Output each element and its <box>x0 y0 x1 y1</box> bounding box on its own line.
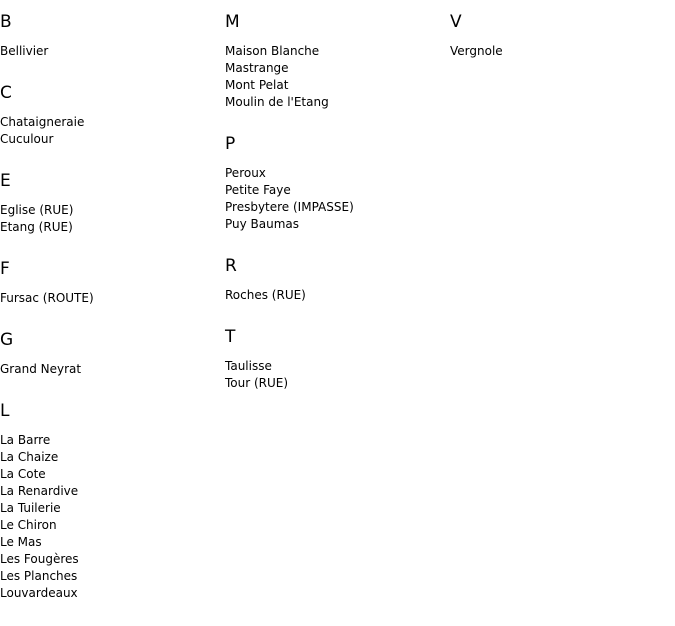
list-item <box>225 94 450 111</box>
letter-group-g <box>0 330 225 378</box>
letter-heading: L <box>0 401 10 421</box>
street-link[interactable]: La Cote <box>0 467 46 481</box>
street-link[interactable]: Les Fougères <box>0 552 79 566</box>
letter-heading: E <box>0 171 11 191</box>
letter-group-m <box>225 12 450 111</box>
list-item <box>0 483 225 500</box>
list-item <box>225 199 450 216</box>
list-item <box>0 114 225 131</box>
letter-heading: C <box>0 83 12 103</box>
letter-heading: R <box>225 256 237 276</box>
street-link[interactable]: Chataigneraie <box>0 115 85 129</box>
street-list <box>0 361 225 378</box>
list-item <box>225 77 450 94</box>
list-item <box>450 43 675 60</box>
street-link[interactable]: Maison Blanche <box>225 44 320 58</box>
street-list <box>0 290 225 307</box>
list-item <box>0 361 225 378</box>
street-link[interactable]: Cuculour <box>0 132 54 146</box>
letter-group-e <box>0 171 225 236</box>
street-link[interactable]: La Renardive <box>0 484 79 498</box>
letter-heading: T <box>225 327 236 347</box>
street-link[interactable]: Etang (RUE) <box>0 220 73 234</box>
street-link[interactable]: Le Mas <box>0 535 42 549</box>
letter-heading: F <box>0 259 10 279</box>
list-item <box>0 466 225 483</box>
list-item <box>225 287 450 304</box>
street-link[interactable]: Mastrange <box>225 61 289 75</box>
list-item <box>225 43 450 60</box>
street-list <box>0 114 225 148</box>
street-list <box>225 358 450 392</box>
list-item <box>0 449 225 466</box>
street-link[interactable]: La Tuilerie <box>0 501 61 515</box>
letter-group-b <box>0 12 225 60</box>
street-link[interactable]: Louvardeaux <box>0 586 78 600</box>
street-link[interactable]: Eglise (RUE) <box>0 203 74 217</box>
list-item <box>225 216 450 233</box>
letter-heading: P <box>225 134 236 154</box>
street-link[interactable]: La Barre <box>0 433 51 447</box>
letter-heading: V <box>450 12 462 32</box>
letter-heading: B <box>0 12 12 32</box>
list-item <box>0 432 225 449</box>
letter-group-p <box>225 134 450 233</box>
letter-group-c <box>0 83 225 148</box>
street-link[interactable]: Le Chiron <box>0 518 57 532</box>
list-item <box>0 517 225 534</box>
street-link[interactable]: Petite Faye <box>225 183 291 197</box>
street-list <box>0 43 225 60</box>
street-link[interactable]: Vergnole <box>450 44 503 58</box>
list-item <box>0 219 225 236</box>
letter-group-r <box>225 256 450 304</box>
letter-group-t <box>225 327 450 392</box>
list-item <box>225 60 450 77</box>
list-item <box>225 375 450 392</box>
index-column-1 <box>0 0 225 625</box>
list-item <box>225 358 450 375</box>
street-link[interactable]: Tour (RUE) <box>225 376 289 390</box>
street-list <box>0 432 225 602</box>
list-item <box>0 551 225 568</box>
street-list <box>225 43 450 111</box>
index-column-3 <box>450 0 675 83</box>
street-link[interactable]: Roches (RUE) <box>225 288 306 302</box>
street-link[interactable]: Moulin de l'Etang <box>225 95 329 109</box>
street-list <box>225 165 450 233</box>
street-link[interactable]: La Chaize <box>0 450 59 464</box>
street-list <box>0 202 225 236</box>
list-item <box>0 202 225 219</box>
letter-heading: G <box>0 330 14 350</box>
letter-heading: M <box>225 12 240 32</box>
list-item <box>0 568 225 585</box>
list-item <box>225 165 450 182</box>
list-item <box>0 585 225 602</box>
letter-group-f <box>0 259 225 307</box>
list-item <box>0 131 225 148</box>
list-item <box>0 500 225 517</box>
street-link[interactable]: Fursac (ROUTE) <box>0 291 94 305</box>
street-link[interactable]: Puy Baumas <box>225 217 300 231</box>
letter-group-v <box>450 12 675 60</box>
list-item <box>0 534 225 551</box>
street-link[interactable]: Les Planches <box>0 569 78 583</box>
letter-group-l <box>0 401 225 602</box>
street-link[interactable]: Mont Pelat <box>225 78 289 92</box>
street-list <box>450 43 675 60</box>
street-link[interactable]: Peroux <box>225 166 266 180</box>
street-link[interactable]: Presbytere (IMPASSE) <box>225 200 354 214</box>
street-list <box>225 287 450 304</box>
list-item <box>0 290 225 307</box>
index-column-2 <box>225 0 450 415</box>
list-item <box>0 43 225 60</box>
street-link[interactable]: Bellivier <box>0 44 49 58</box>
street-link[interactable]: Taulisse <box>225 359 272 373</box>
street-link[interactable]: Grand Neyrat <box>0 362 82 376</box>
list-item <box>225 182 450 199</box>
